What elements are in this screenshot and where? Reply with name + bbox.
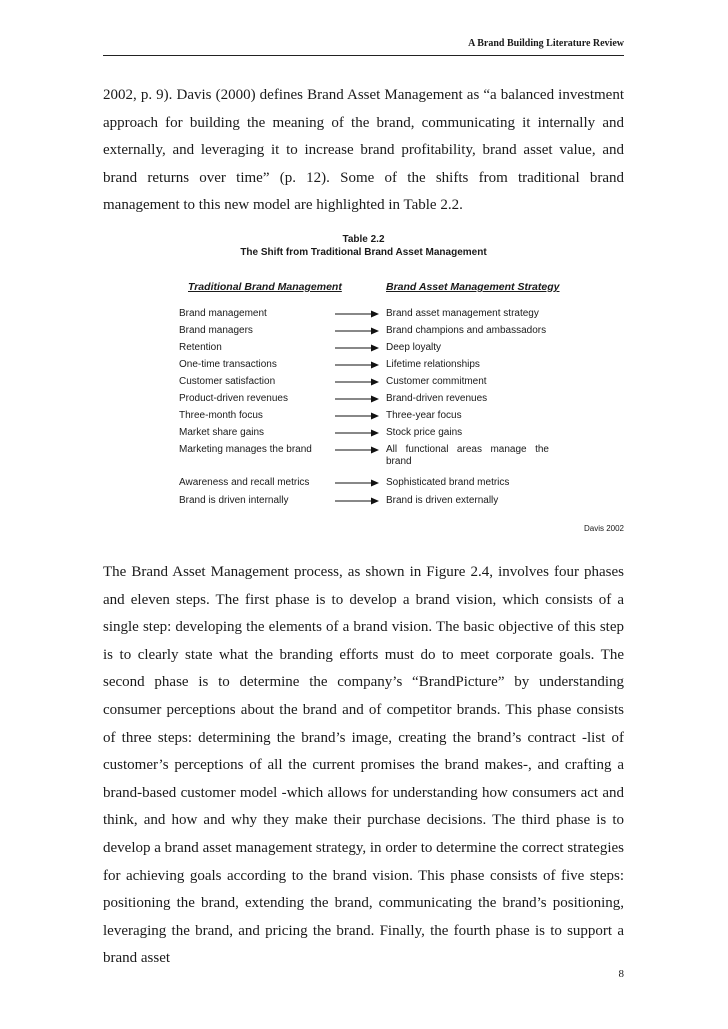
traditional-item: Three-month focus: [179, 410, 263, 421]
asset-strategy-item: Lifetime relationships: [386, 359, 480, 370]
right-arrow-icon: [335, 444, 379, 456]
asset-strategy-item: Brand is driven externally: [386, 495, 499, 506]
column-header-asset-strategy: Brand Asset Management Strategy: [386, 281, 560, 293]
traditional-item: Marketing manages the brand: [179, 444, 312, 455]
intro-paragraph: 2002, p. 9). Davis (2000) defines Brand Asset Management as “a balanced investment approach for building the meaning of the brand, communicating it internally and externally, and leveraging it to increase brand profitability, brand asset value, and brand returns over time” (p. 12). Some of the shifts from traditional brand management to this new model are highlighted in Table 2.2.: [103, 87, 624, 214]
asset-strategy-item: Brand-driven revenues: [386, 393, 488, 404]
right-arrow-icon: [335, 308, 379, 320]
traditional-item: Customer satisfaction: [179, 376, 276, 387]
right-arrow-icon: [335, 376, 379, 388]
table-caption: The Shift from Traditional Brand Asset Management: [240, 247, 487, 258]
table-source: Davis 2002: [583, 524, 624, 533]
right-arrow-icon: [335, 410, 379, 422]
process-paragraph: The Brand Asset Management process, as shown in Figure 2.4, involves four phases and eleven steps. The first phase is to develop a brand vision, which consists of a single step: developing the elements of a brand vision. The basic objective of this step is to clearly state what the branding efforts must do to meet corporate goals. The second phase is to determine the company’s “BrandPicture” by understanding consumer perceptions about the brand and of competitor brands. This phase consists of three steps: determining the brand’s image, creating the brand’s contract -list of customer’s perceptions of all the current promises the brand makes-, and crafting a brand-based customer model -which allows for understanding how consumers act and think, and how and why they make their purchase decisions. The third phase is to develop a brand asset management strategy, in order to determine the correct strategies for achieving goals according to the brand vision. This phase consists of five steps: positioning the brand, extending the brand, communicating the brand’s positioning, leveraging the brand, and pricing the brand. Finally, the fourth phase is to support a brand asset: [103, 564, 624, 967]
right-arrow-icon: [335, 393, 379, 405]
asset-strategy-item: Customer commitment: [386, 376, 487, 387]
column-header-traditional: Traditional Brand Management: [188, 281, 342, 293]
table-number: Table 2.2: [342, 234, 385, 245]
traditional-item: Product-driven revenues: [179, 393, 288, 404]
asset-strategy-item: All functional areas manage the brand: [386, 444, 549, 467]
asset-strategy-item: Deep loyalty: [386, 342, 442, 353]
right-arrow-icon: [335, 477, 379, 489]
right-arrow-icon: [335, 359, 379, 371]
header-divider: [103, 55, 624, 56]
traditional-item: Brand managers: [179, 325, 253, 336]
traditional-item: Retention: [179, 342, 222, 353]
traditional-item: Awareness and recall metrics: [179, 477, 310, 488]
asset-strategy-item: Stock price gains: [386, 427, 463, 438]
asset-strategy-item: Three-year focus: [386, 410, 462, 421]
asset-strategy-item: Sophisticated brand metrics: [386, 477, 510, 488]
page-number: 8: [618, 968, 624, 980]
asset-strategy-item: Brand asset management strategy: [386, 308, 539, 319]
right-arrow-icon: [335, 325, 379, 337]
right-arrow-icon: [335, 427, 379, 439]
traditional-item: Market share gains: [179, 427, 265, 438]
traditional-item: Brand is driven internally: [179, 495, 289, 506]
right-arrow-icon: [335, 495, 379, 507]
traditional-item: One-time transactions: [179, 359, 277, 370]
asset-strategy-item: Brand champions and ambassadors: [386, 325, 547, 336]
traditional-item: Brand management: [179, 308, 267, 319]
right-arrow-icon: [335, 342, 379, 354]
running-header: A Brand Building Literature Review: [468, 38, 624, 49]
